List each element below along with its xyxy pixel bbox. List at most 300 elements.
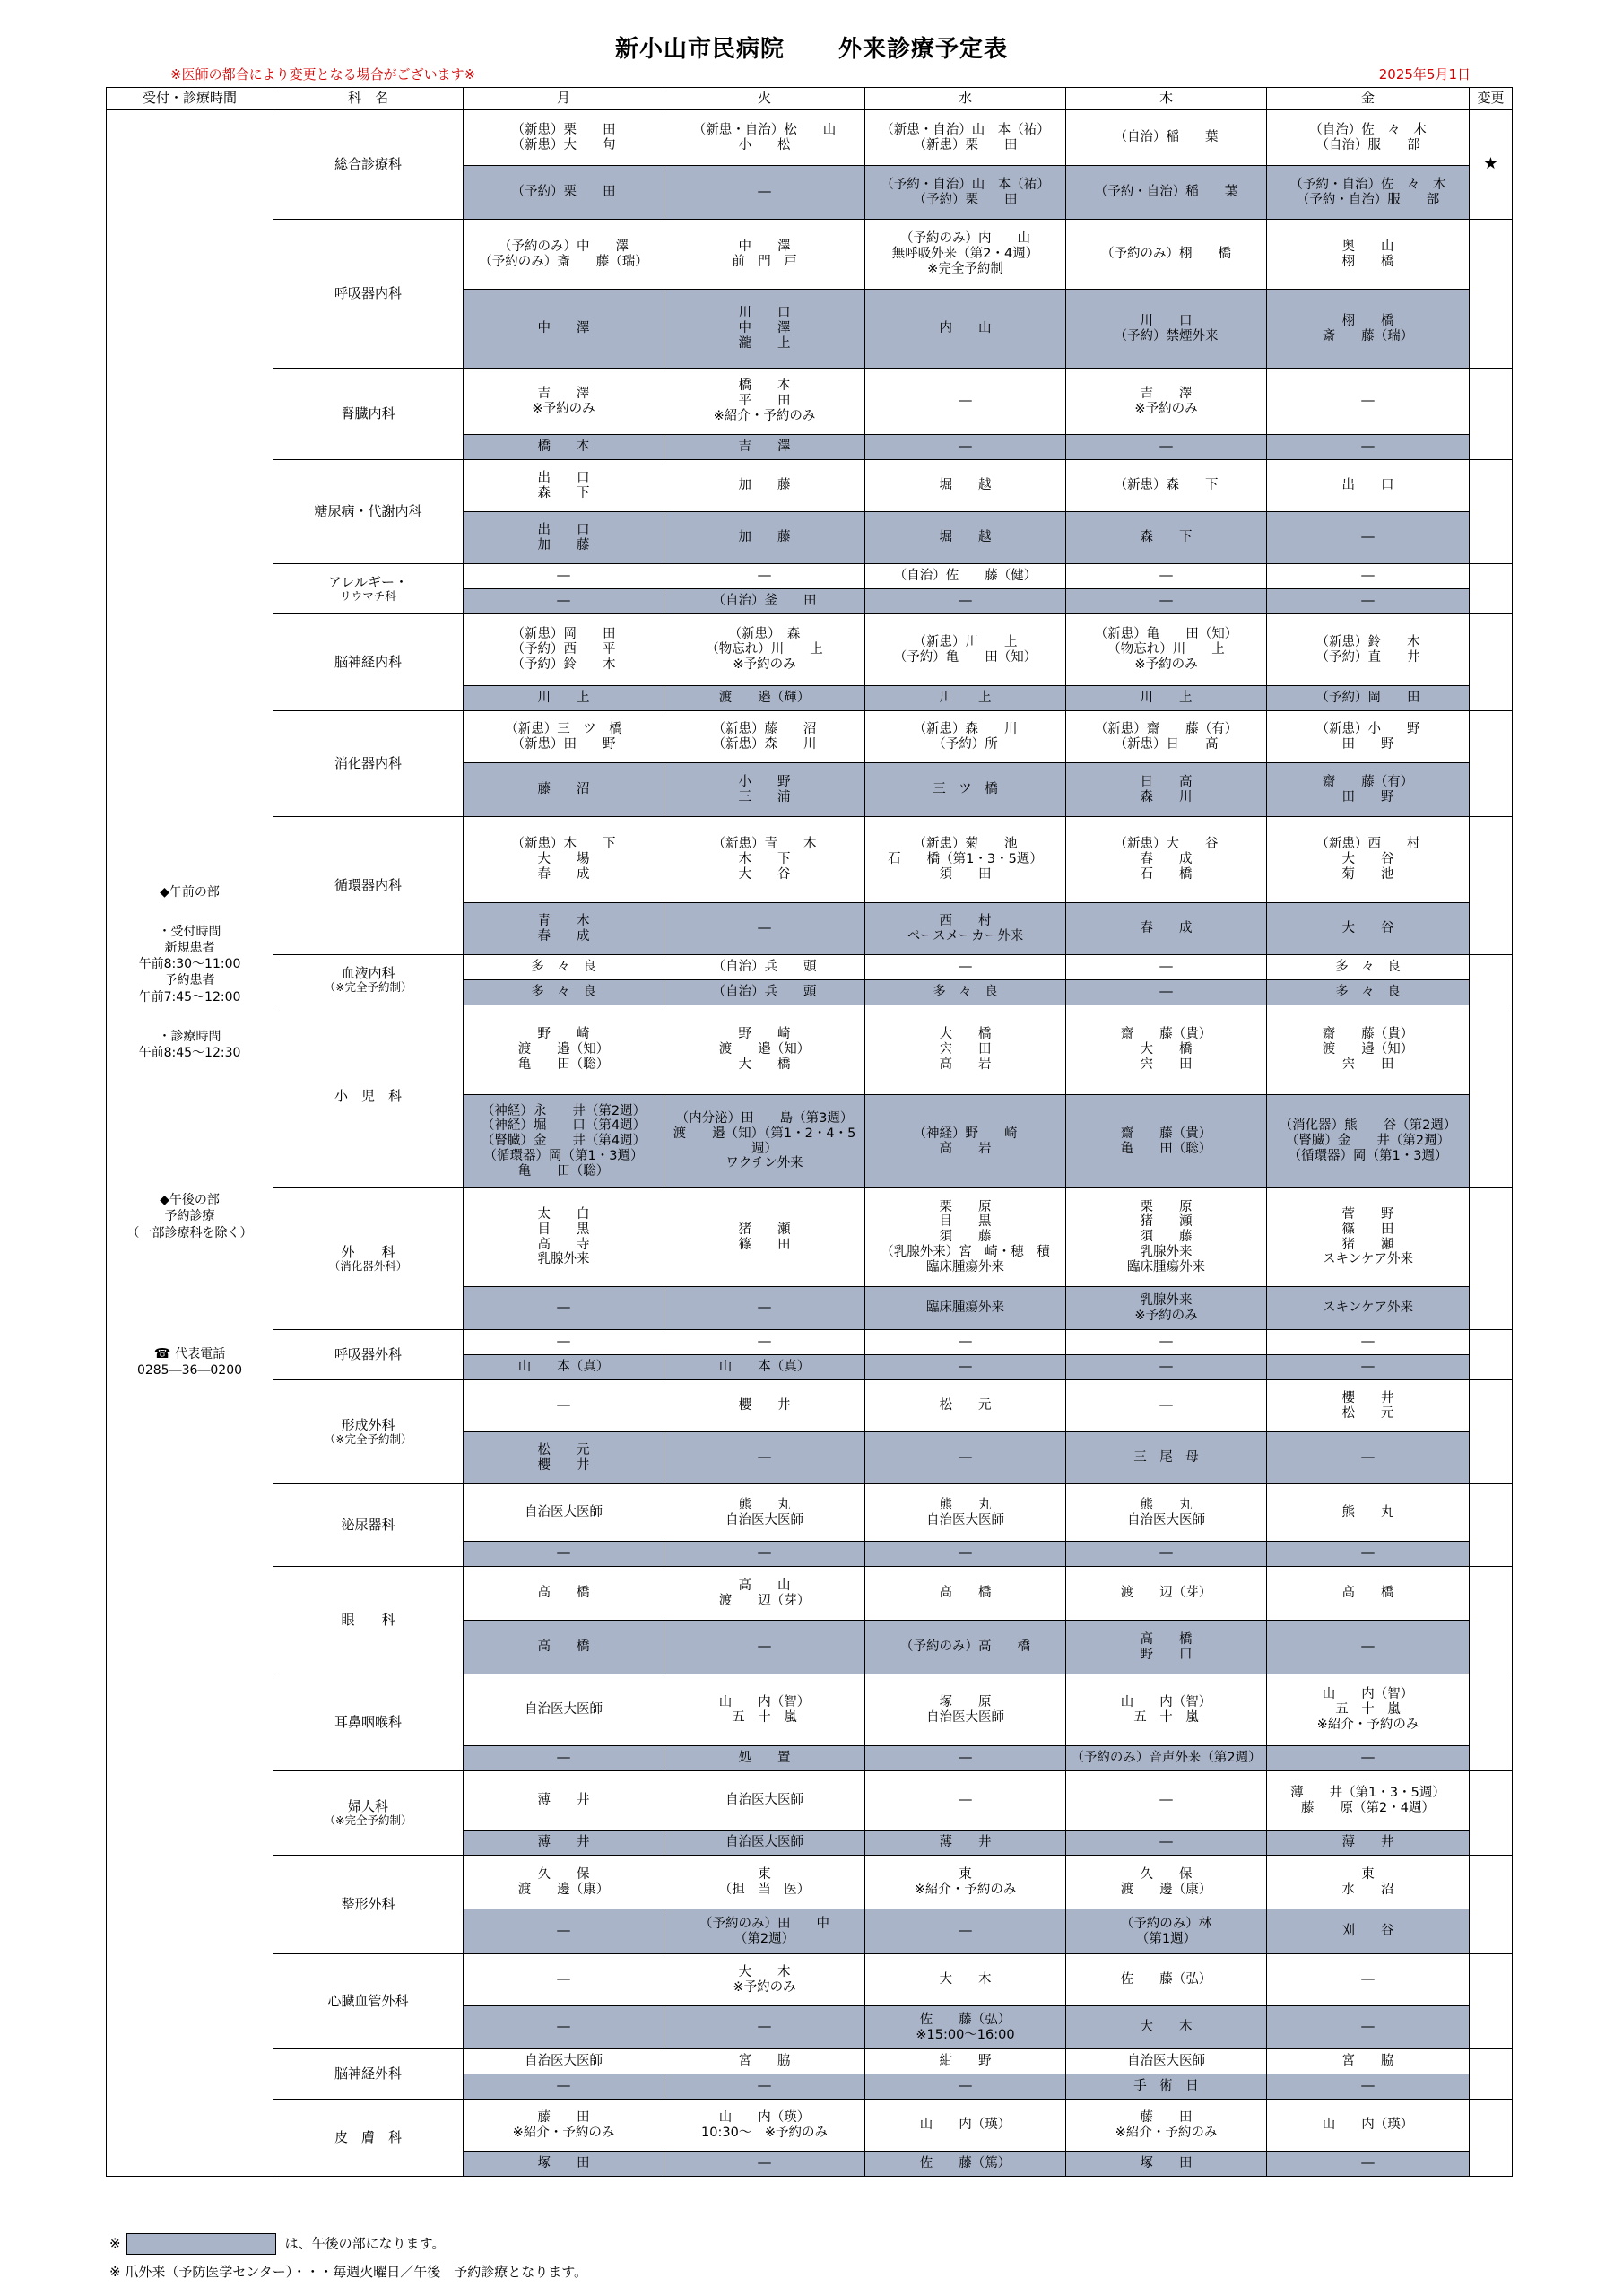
cell-line: 自治医大医師 <box>725 1793 803 1808</box>
change-mark <box>1470 1954 1513 2049</box>
pm-cell <box>1267 589 1470 614</box>
cell-line: ― <box>1361 2020 1375 2035</box>
cell-line: （神経）永 井（第2週） <box>481 1103 647 1118</box>
am-cell <box>1066 2049 1267 2074</box>
cell-line: 山 内（瑛） <box>919 2118 1011 2133</box>
cell-line: ― <box>557 2020 570 2035</box>
cell-line: （予約・自治）佐 々 木 <box>1289 177 1446 192</box>
cell-line: （内分泌）田 島（第3週） <box>675 1111 854 1126</box>
cell-line: （新患）小 野 <box>1315 721 1420 736</box>
dept-title: 耳鼻咽喉科 <box>334 1713 402 1730</box>
footer-nail-clinic: ※ 爪外来（予防医学センター）・・・毎週火曜日／午後 予約診療となります。 <box>109 2264 588 2280</box>
cell-line: 塚 田 <box>537 2156 590 2171</box>
cell-line: （予約）西 平 <box>511 642 616 657</box>
cell-line: 橋 本 <box>738 378 791 394</box>
info-consult-time: 午前8:45～12:30 <box>138 1045 241 1060</box>
cell-line: 自治医大医師 <box>725 1512 803 1527</box>
cell-line: （循環器）岡（第1・3週） <box>1288 1148 1448 1163</box>
cell-line: （予約）亀 田（知） <box>893 649 1037 665</box>
cell-line: （新患）三 ツ 橋 <box>505 721 622 736</box>
am-cell <box>865 711 1066 763</box>
am-cell <box>1267 1954 1470 2006</box>
cell-line: 猪 瀬 <box>1341 1237 1394 1252</box>
am-cell <box>464 1005 664 1095</box>
pm-cell <box>664 290 865 369</box>
am-cell <box>664 220 865 290</box>
am-cell <box>1267 564 1470 589</box>
cell-line: 藤 沼 <box>537 782 590 797</box>
header-wed: 水 <box>865 88 1066 110</box>
am-cell <box>664 1954 865 2006</box>
footer-mark: ※ <box>109 2235 121 2252</box>
pm-cell <box>865 903 1066 955</box>
cell-line: 高 岩 <box>939 1141 992 1156</box>
am-cell <box>464 2049 664 2074</box>
cell-line: 石 橋 <box>1140 866 1193 882</box>
am-cell <box>1066 1674 1267 1746</box>
cell-line: 亀 田（聡） <box>1120 1141 1212 1156</box>
info-pm-title: ◆午後の部 <box>160 1193 220 1208</box>
am-cell <box>1066 955 1267 980</box>
dept-name <box>273 460 464 564</box>
cell-line: （新患）木 下 <box>511 837 616 852</box>
cell-line: 東 <box>959 1866 972 1882</box>
cell-line: 川 上 <box>1140 691 1193 706</box>
cell-line: 自治医大医師 <box>1127 1512 1205 1527</box>
cell-line: 高 橋 <box>1140 1631 1193 1647</box>
cell-line: 大 木 <box>738 1964 791 1979</box>
cell-line: 宍 田 <box>939 1042 992 1057</box>
pm-cell <box>1066 1746 1267 1771</box>
am-cell <box>1066 460 1267 512</box>
am-cell <box>464 1567 664 1621</box>
pm-cell <box>1066 903 1267 955</box>
cell-line: 渡 邉（知）（第1・2・4・5週） <box>673 1126 856 1156</box>
am-cell <box>464 1954 664 2006</box>
pm-cell <box>1066 1621 1267 1674</box>
dept-name <box>273 1380 464 1484</box>
dept-title: 形成外科 <box>341 1416 395 1433</box>
info-spacer <box>108 1265 271 1345</box>
dept-title: 呼吸器内科 <box>334 284 402 301</box>
cell-line: 乳腺外来 <box>1140 1292 1193 1308</box>
am-cell <box>865 1954 1066 2006</box>
cell-line: （予約・自治）稲 葉 <box>1094 185 1238 200</box>
am-cell <box>464 460 664 512</box>
pm-cell <box>664 1621 865 1674</box>
dept-title: 婦人科 <box>347 1797 388 1814</box>
pm-cell <box>464 903 664 955</box>
cell-line: （乳腺外来）宮 崎・穂 積 <box>881 1244 1050 1259</box>
cell-line: 宮 脇 <box>1341 2054 1394 2069</box>
cell-line: （予約）鈴 木 <box>511 657 616 672</box>
am-cell <box>664 1771 865 1831</box>
cell-line: 渡 邉（知） <box>718 1042 811 1057</box>
am-cell <box>1267 614 1470 686</box>
cell-line: 高 橋 <box>939 1586 992 1601</box>
cell-line: （新患）亀 田（知） <box>1094 627 1238 642</box>
dept-subtitle: （※完全予約制） <box>324 1431 412 1446</box>
pm-cell <box>865 166 1066 220</box>
am-cell <box>1267 1005 1470 1095</box>
cell-line: 無呼吸外来（第2・4週） <box>891 247 1039 262</box>
cell-line: 高 橋 <box>1341 1586 1394 1601</box>
cell-line: 水 沼 <box>1341 1882 1394 1897</box>
pm-cell <box>464 512 664 564</box>
am-cell <box>865 1188 1066 1287</box>
cell-line: 野 崎 <box>738 1027 791 1042</box>
header-dept: 科 名 <box>273 88 464 110</box>
cell-line: 山 内（智） <box>1120 1694 1212 1709</box>
cell-line: （神経）野 崎 <box>913 1126 1018 1141</box>
cell-line: 自治医大医師 <box>1127 2054 1205 2069</box>
cell-line: 出 口 <box>1341 478 1394 493</box>
cell-line: 臨床腫瘍外来 <box>1127 1259 1205 1274</box>
pm-cell <box>464 290 664 369</box>
cell-line: （新患）鈴 木 <box>1315 634 1420 649</box>
cell-line: 塚 田 <box>1140 2156 1193 2171</box>
am-cell <box>1267 1380 1470 1432</box>
cell-line: 薄 井（第1・3・5週） <box>1290 1785 1445 1800</box>
pm-cell <box>464 1621 664 1674</box>
am-cell <box>1267 220 1470 290</box>
cell-line: ― <box>959 1793 972 1808</box>
cell-line: （新患）西 村 <box>1315 837 1420 852</box>
cell-line: 高 寺 <box>537 1237 590 1252</box>
am-cell <box>464 614 664 686</box>
am-cell <box>464 1380 664 1432</box>
am-cell <box>865 1484 1066 1542</box>
cell-line: ― <box>557 2079 570 2094</box>
dept-row-am <box>107 614 1513 686</box>
cell-line: 五 十 嵐 <box>1335 1702 1401 1718</box>
pm-cell <box>1066 1287 1267 1330</box>
pm-cell <box>865 435 1066 460</box>
cell-line: （予約のみ）斎 藤（瑞） <box>479 254 648 269</box>
dept-name <box>273 220 464 369</box>
am-cell <box>865 2100 1066 2152</box>
cell-line: ― <box>1361 2079 1375 2094</box>
cell-line: 斎 藤（瑞） <box>1322 328 1414 344</box>
am-cell <box>1066 1005 1267 1095</box>
change-mark <box>1470 1330 1513 1380</box>
pm-cell <box>1267 1831 1470 1856</box>
pm-cell <box>865 1095 1066 1188</box>
am-cell <box>1066 220 1267 290</box>
cell-line: 大 橋 <box>738 1057 791 1072</box>
cell-line: 春 成 <box>537 928 590 944</box>
phone-block <box>108 1345 271 1379</box>
pm-cell <box>1066 1432 1267 1484</box>
change-mark <box>1470 1771 1513 1856</box>
dept-row-am <box>107 1567 1513 1621</box>
cell-line: ― <box>1361 594 1375 609</box>
pm-cell <box>1267 686 1470 711</box>
cell-line: 佐 藤（篤） <box>919 2156 1011 2171</box>
am-cell <box>464 220 664 290</box>
pm-cell <box>1066 980 1267 1005</box>
cell-line: 宍 田 <box>1140 1057 1193 1072</box>
pm-cell <box>1267 166 1470 220</box>
pm-cell <box>865 2074 1066 2100</box>
cell-line: 松 元 <box>939 1398 992 1413</box>
pm-cell <box>1066 589 1267 614</box>
pm-cell <box>464 2006 664 2049</box>
cell-line: ― <box>758 1546 771 1561</box>
dept-name <box>273 2049 464 2100</box>
cell-line: 加 藤 <box>537 537 590 552</box>
cell-line: ― <box>1361 439 1375 455</box>
am-cell <box>865 614 1066 686</box>
change-mark <box>1470 460 1513 564</box>
cell-line: ― <box>959 1546 972 1561</box>
change-mark <box>1470 220 1513 369</box>
cell-line: （予約のみ）林 <box>1120 1916 1212 1931</box>
cell-line: 自治医大医師 <box>525 1505 603 1520</box>
cell-line: 山 本（真） <box>718 1360 811 1375</box>
cell-line: （自治）佐 々 木 <box>1309 122 1427 137</box>
am-cell <box>865 1330 1066 1355</box>
cell-line: 田 野 <box>1341 789 1394 804</box>
dept-title: 脳神経内科 <box>334 653 402 670</box>
pm-cell <box>664 435 865 460</box>
cell-line: ※予約のみ <box>733 657 796 672</box>
cell-line: ― <box>758 1639 771 1655</box>
cell-line: 櫻 井 <box>1341 1390 1394 1405</box>
am-cell <box>1066 1330 1267 1355</box>
cell-line: 篠 田 <box>1341 1222 1394 1237</box>
cell-line: （予約のみ）中 澤 <box>499 239 629 254</box>
am-cell <box>1267 369 1470 435</box>
cell-line: 青 木 <box>537 913 590 928</box>
cell-line: 栗 原 <box>939 1199 992 1214</box>
cell-line: 太 白 <box>537 1207 590 1222</box>
pm-cell <box>1267 1746 1470 1771</box>
header-fri: 金 <box>1267 88 1470 110</box>
pm-cell <box>1267 512 1470 564</box>
schedule-table <box>106 87 1513 2177</box>
dept-row-am <box>107 2049 1513 2074</box>
cell-line: （新患）青 木 <box>712 837 817 852</box>
cell-line: 山 内（智） <box>1322 1687 1414 1702</box>
pm-cell <box>1066 2006 1267 2049</box>
info-reception: ・受付時間 <box>158 924 221 939</box>
pm-cell <box>865 1287 1066 1330</box>
change-mark <box>1470 711 1513 817</box>
pm-cell <box>1066 166 1267 220</box>
cell-line: 薄 井 <box>537 1835 590 1850</box>
cell-line: ― <box>557 1398 570 1413</box>
cell-line: 山 内（智） <box>718 1694 811 1709</box>
phone-number[interactable]: 0285―36―0200 <box>136 1363 243 1378</box>
cell-line: 森 下 <box>1140 530 1193 545</box>
cell-line: 春 成 <box>1140 852 1193 867</box>
cell-line: ― <box>557 1972 570 1987</box>
cell-line: ※15:00～16:00 <box>916 2027 1015 2042</box>
reception-info <box>107 110 273 2177</box>
cell-line: 高 山 <box>738 1578 791 1593</box>
cell-line: （第1週） <box>1135 1931 1197 1946</box>
pm-cell <box>1066 1355 1267 1380</box>
dept-title: 血液内科 <box>341 964 395 981</box>
cell-line: ― <box>557 1546 570 1561</box>
cell-line: （予約）岡 田 <box>1315 691 1420 706</box>
pm-cell <box>865 1746 1066 1771</box>
dept-row-am <box>107 1954 1513 2006</box>
cell-line: ― <box>1159 960 1173 975</box>
pm-cell <box>865 589 1066 614</box>
dept-row-am <box>107 1188 1513 1287</box>
header-time: 受付・診療時間 <box>107 88 273 110</box>
dept-title: 皮 膚 科 <box>334 2128 402 2145</box>
pm-cell <box>464 980 664 1005</box>
am-cell <box>464 1484 664 1542</box>
pm-cell <box>464 686 664 711</box>
pm-cell <box>664 980 865 1005</box>
cell-line: 山 内（瑛） <box>718 2109 811 2125</box>
pm-cell <box>1066 290 1267 369</box>
cell-line: （新患・自治）松 山 <box>692 122 837 137</box>
schedule-body <box>107 110 1513 2177</box>
cell-line: ― <box>1159 1546 1173 1561</box>
pm-cell <box>1066 763 1267 817</box>
cell-line: 目 黒 <box>939 1214 992 1230</box>
pm-cell <box>1267 2152 1470 2177</box>
hospital-name: 新小山市民病院 <box>614 36 785 63</box>
pm-cell <box>664 589 865 614</box>
cell-line: 野 口 <box>1140 1647 1193 1662</box>
am-cell <box>464 1771 664 1831</box>
cell-line: （予約・自治）山 本（祐） <box>881 177 1050 192</box>
cell-line: 松 元 <box>537 1442 590 1457</box>
change-mark <box>1470 1674 1513 1771</box>
cell-line: ― <box>959 1450 972 1465</box>
cell-line: （新患） 森 <box>728 627 801 642</box>
cell-line: 臨床腫瘍外来 <box>926 1300 1004 1316</box>
cell-line: 齋 藤（貴） <box>1120 1126 1212 1141</box>
change-mark <box>1470 2049 1513 2100</box>
cell-line: ― <box>1361 1360 1375 1375</box>
cell-line: （予約のみ）内 山 <box>900 231 1030 247</box>
pm-cell <box>464 589 664 614</box>
dept-name <box>273 1954 464 2049</box>
dept-name <box>273 1005 464 1188</box>
pm-cell <box>664 1831 865 1856</box>
dept-row-am <box>107 369 1513 435</box>
pm-cell <box>664 1746 865 1771</box>
cell-line: 奥 山 <box>1341 239 1394 254</box>
am-cell <box>464 711 664 763</box>
cell-line: （物忘れ）川 上 <box>706 642 823 657</box>
consult-time-block <box>108 1029 271 1061</box>
cell-line: ― <box>557 1751 570 1766</box>
am-cell <box>1066 1484 1267 1542</box>
am-cell <box>464 110 664 166</box>
pm-cell <box>664 1909 865 1954</box>
pm-cell <box>464 1355 664 1380</box>
dept-title: アレルギー・ <box>327 573 409 590</box>
change-mark <box>1470 369 1513 460</box>
header-row <box>107 88 1513 110</box>
am-cell <box>1267 955 1470 980</box>
cell-line: （新患）森 下 <box>1114 478 1219 493</box>
cell-line: 小 松 <box>738 137 791 152</box>
info-consult: ・診療時間 <box>158 1029 221 1044</box>
cell-line: （自治）稲 葉 <box>1114 130 1219 145</box>
dept-title: 泌尿器科 <box>341 1516 395 1533</box>
cell-line: 大 木 <box>939 1972 992 1987</box>
header-mon: 月 <box>464 88 664 110</box>
dept-name <box>273 369 464 460</box>
cell-line: 西 村 <box>939 913 992 928</box>
cell-line: ― <box>1159 569 1173 584</box>
dept-title: 腎臓内科 <box>341 404 395 422</box>
cell-line: 薄 井 <box>1341 1835 1394 1850</box>
am-cell <box>1267 1771 1470 1831</box>
cell-line: 堀 越 <box>939 530 992 545</box>
cell-line: （新患）栗 田 <box>511 122 616 137</box>
cell-line: 櫻 井 <box>738 1398 791 1413</box>
cell-line: 三 ツ 橋 <box>933 782 998 797</box>
am-cell <box>664 110 865 166</box>
dept-title: 心臓血管外科 <box>327 1992 409 2009</box>
info-appt-patient: 予約患者 <box>164 973 215 988</box>
am-cell <box>664 1567 865 1621</box>
am-cell <box>1066 1856 1267 1909</box>
cell-line: （自治）兵 頭 <box>712 960 817 975</box>
cell-line: ― <box>1159 1360 1173 1375</box>
info-new-patient: 新規患者 <box>164 941 215 955</box>
cell-line: 渡 邉（知） <box>517 1042 610 1057</box>
am-cell <box>464 1856 664 1909</box>
pm-cell <box>865 2152 1066 2177</box>
am-cell <box>1066 1380 1267 1432</box>
am-cell <box>865 955 1066 980</box>
am-cell <box>664 460 865 512</box>
cell-line: ― <box>758 921 771 936</box>
cell-line: 熊 丸 <box>1341 1505 1394 1520</box>
pm-info-block <box>108 1192 271 1241</box>
cell-line: （新患）森 川 <box>913 721 1018 736</box>
header-thu: 木 <box>1066 88 1267 110</box>
pm-cell <box>1267 980 1470 1005</box>
cell-line: 臨床腫瘍外来 <box>926 1259 1004 1274</box>
cell-line: 乳腺外来 <box>537 1252 590 1267</box>
cell-line: 大 谷 <box>1341 921 1394 936</box>
cell-line: （新患）森 川 <box>712 736 817 752</box>
pm-cell <box>464 2074 664 2100</box>
cell-line: 10:30～ ※予約のみ <box>701 2125 828 2140</box>
cell-line: ― <box>1361 1972 1375 1987</box>
cell-line: 川 口 <box>1140 313 1193 328</box>
cell-line: （予約）直 井 <box>1315 649 1420 665</box>
change-mark <box>1470 1188 1513 1330</box>
cell-line: 三 浦 <box>738 789 791 804</box>
cell-line: ― <box>959 2079 972 2094</box>
change-mark <box>1470 1484 1513 1567</box>
change-mark <box>1470 564 1513 614</box>
dept-subtitle: （※完全予約制） <box>324 1813 412 1827</box>
cell-line: 渡 邉（知） <box>1322 1042 1414 1057</box>
pm-cell <box>1267 2006 1470 2049</box>
dept-title: 総合診療科 <box>334 155 402 172</box>
cell-line: ― <box>1361 2156 1375 2171</box>
am-cell <box>1267 1567 1470 1621</box>
cell-line: （自治）釜 田 <box>712 594 817 609</box>
pm-cell <box>865 1432 1066 1484</box>
am-cell <box>865 1380 1066 1432</box>
cell-line: ― <box>557 1924 570 1939</box>
